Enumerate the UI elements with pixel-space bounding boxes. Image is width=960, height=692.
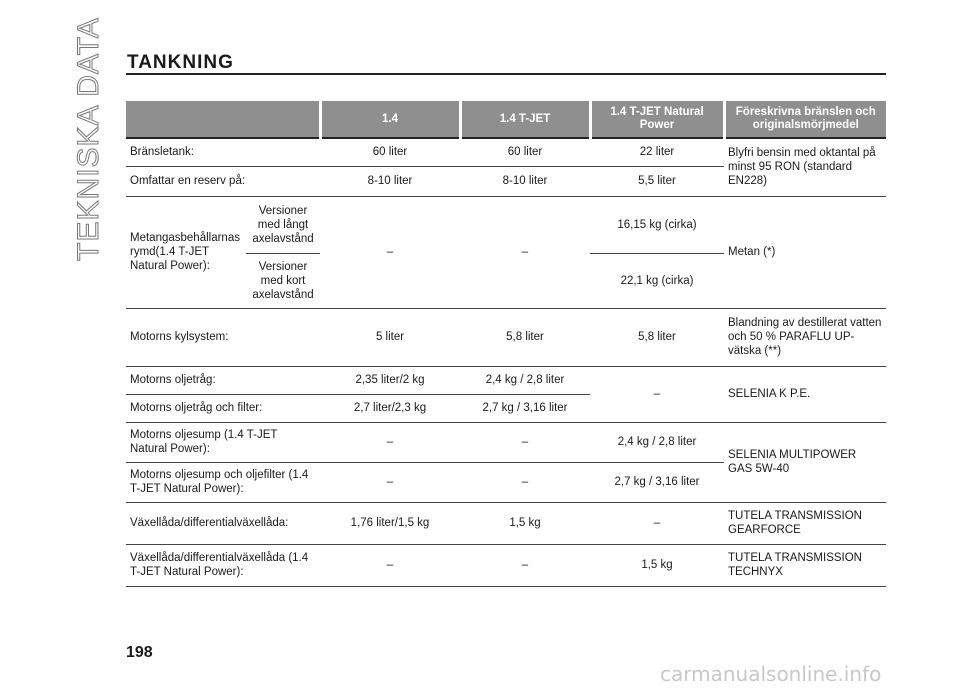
page-number: 198 <box>126 644 153 661</box>
cell-value: 2,35 liter/2 kg <box>320 366 460 394</box>
cell-fuel: TUTELA TRANSMISSION GEARFORCE <box>724 502 886 544</box>
cell-fuel: SELENIA MULTIPOWER GAS 5W-40 <box>724 422 886 502</box>
cell-value: 2,7 kg / 3,16 liter <box>590 462 724 502</box>
fuel-capacity-table <box>126 101 886 587</box>
cell-value: 1,5 kg <box>590 544 724 586</box>
section-sidebar-title <box>72 17 106 261</box>
cell-value: 5,8 liter <box>590 308 724 366</box>
cell-value: 2,4 kg / 2,8 liter <box>460 366 590 394</box>
cell-value: – <box>460 462 590 502</box>
cell-value: 5,8 liter <box>460 308 590 366</box>
table-row <box>126 196 886 253</box>
cell-value: – <box>460 544 590 586</box>
table-row <box>126 422 886 462</box>
page-heading: TANKNING <box>127 52 234 73</box>
cell-fuel: SELENIA K P.E. <box>724 366 886 422</box>
cell-value: – <box>320 544 460 586</box>
cell-fuel: Blyfri bensin med oktantal på minst 95 RON (standard EN228) <box>724 138 886 196</box>
row-sublabel: Versioner med långt axelavstånd <box>246 196 320 253</box>
row-label: Omfattar en reserv på: <box>126 166 320 196</box>
cell-value: – <box>320 196 460 308</box>
cell-fuel: Metan (*) <box>724 196 886 308</box>
cell-fuel: Blandning av destillerat vatten och 50 % PARAFLU UP-vätska (**) <box>724 308 886 366</box>
cell-fuel: TUTELA TRANSMISSION TECHNYX <box>724 544 886 586</box>
row-label: Metangasbehållarnas rymd(1.4 T-JET Natural Power): <box>126 196 246 308</box>
row-label: Bränsletank: <box>126 138 320 166</box>
cell-value: – <box>320 422 460 462</box>
table-row <box>126 502 886 544</box>
cell-value: 60 liter <box>460 138 590 166</box>
cell-value: 1,76 liter/1,5 kg <box>320 502 460 544</box>
cell-value: 1,5 kg <box>460 502 590 544</box>
cell-value: 16,15 kg (cirka) <box>590 196 724 253</box>
header-col-fuels: Föreskrivna bränslen och originalsmörjmedel <box>724 101 886 138</box>
section-title-text: TEKNISKA DATA <box>72 17 105 261</box>
header-col-natural-power: 1.4 T-JET Natural Power <box>590 101 724 138</box>
cell-value: 2,7 kg / 3,16 liter <box>460 394 590 422</box>
table-row <box>126 138 886 166</box>
table-row <box>126 308 886 366</box>
row-label: Växellåda/differentialväxellåda (1.4 T-JET Natural Power): <box>126 544 320 586</box>
row-label: Växellåda/differentialväxellåda: <box>126 502 320 544</box>
heading-divider <box>126 73 886 75</box>
cell-value: – <box>590 366 724 422</box>
row-label: Motorns kylsystem: <box>126 308 320 366</box>
table-row <box>126 544 886 586</box>
header-col-1-4-tjet: 1.4 T-JET <box>460 101 590 138</box>
cell-value: 5,5 liter <box>590 166 724 196</box>
row-label: Motorns oljesump (1.4 T-JET Natural Power): <box>126 422 320 462</box>
cell-value: – <box>460 196 590 308</box>
cell-value: – <box>320 462 460 502</box>
row-label: Motorns oljetråg och filter: <box>126 394 320 422</box>
cell-value: – <box>590 502 724 544</box>
cell-value: 8-10 liter <box>320 166 460 196</box>
table-header-row <box>126 101 886 138</box>
cell-value: 5 liter <box>320 308 460 366</box>
cell-value: 60 liter <box>320 138 460 166</box>
watermark: carmanualsonline.info <box>660 662 882 686</box>
header-col-1-4: 1.4 <box>320 101 460 138</box>
cell-value: 22 liter <box>590 138 724 166</box>
row-label: Motorns oljesump och oljefilter (1.4 T-JET Natural Power): <box>126 462 320 502</box>
header-blank <box>126 101 320 138</box>
row-sublabel: Versioner med kort axelavstånd <box>246 253 320 308</box>
cell-value: 8-10 liter <box>460 166 590 196</box>
table-row <box>126 366 886 394</box>
cell-value: 22,1 kg (cirka) <box>590 253 724 308</box>
cell-value: 2,4 kg / 2,8 liter <box>590 422 724 462</box>
row-label: Motorns oljetråg: <box>126 366 320 394</box>
cell-value: 2,7 liter/2,3 kg <box>320 394 460 422</box>
cell-value: – <box>460 422 590 462</box>
